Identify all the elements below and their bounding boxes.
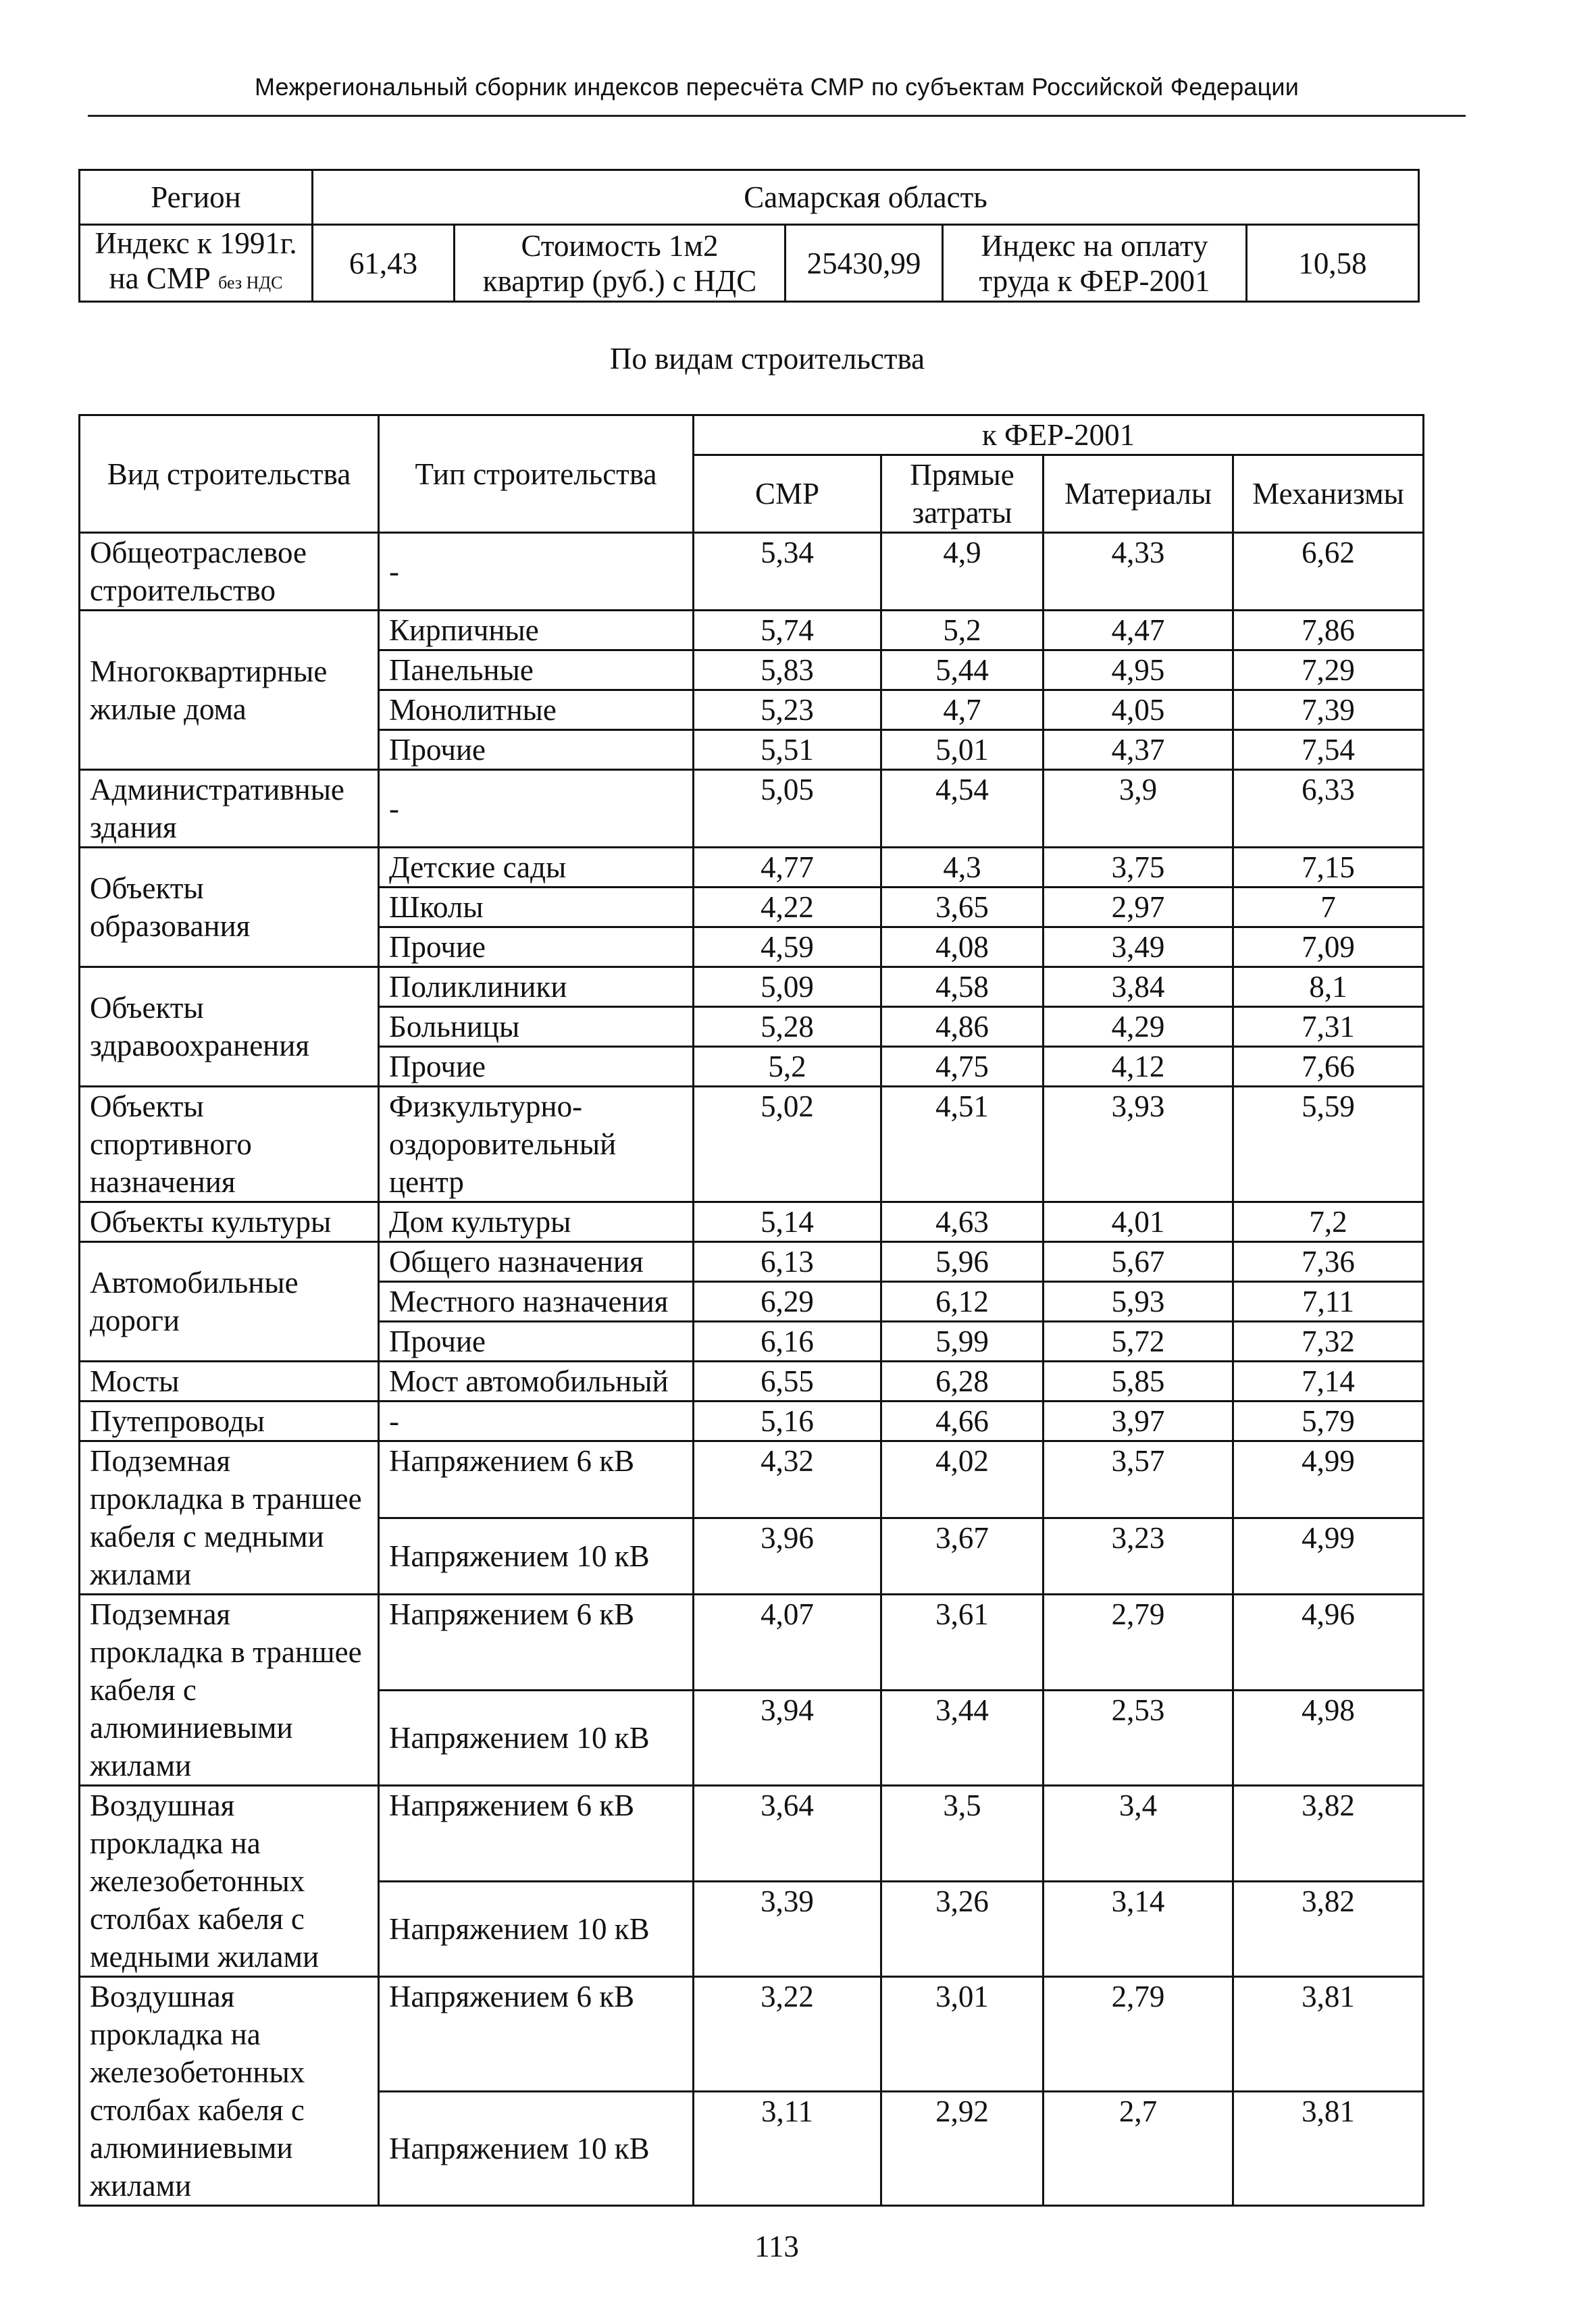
construction-kind: Общеотраслевое строительство <box>80 533 379 611</box>
materials-value: 3,57 <box>1044 1441 1233 1518</box>
index-label-line2 <box>84 261 307 301</box>
table-row <box>80 1087 1424 1202</box>
materials-value: 4,47 <box>1044 611 1233 650</box>
construction-type: Мост автомобильный <box>379 1362 694 1402</box>
smr-value: 3,22 <box>694 1977 881 2092</box>
smr-value: 3,96 <box>694 1518 881 1595</box>
direct-costs-value: 5,2 <box>881 611 1044 650</box>
construction-kind: Автомобильные дороги <box>80 1242 379 1362</box>
machines-value: 5,59 <box>1233 1087 1424 1202</box>
smr-value: 4,77 <box>694 848 881 888</box>
smr-value: 5,14 <box>694 1202 881 1242</box>
table-row <box>80 770 1424 848</box>
region-label: Регион <box>80 170 313 225</box>
machines-value: 4,98 <box>1233 1690 1424 1786</box>
smr-value: 3,64 <box>694 1786 881 1882</box>
machines-value: 7,36 <box>1233 1242 1424 1282</box>
direct-costs-value: 4,58 <box>881 967 1044 1007</box>
direct-costs-value: 3,5 <box>881 1786 1044 1882</box>
header-fer-group: к ФЕР-2001 <box>694 415 1424 455</box>
direct-costs-value: 4,08 <box>881 927 1044 967</box>
smr-value: 5,74 <box>694 611 881 650</box>
table-row <box>80 967 1424 1007</box>
smr-value: 3,39 <box>694 1881 881 1977</box>
materials-value: 2,97 <box>1044 888 1233 927</box>
construction-type: Напряжением 6 кВ <box>379 1595 694 1691</box>
labor-label-line1: Индекс на оплату <box>981 228 1208 263</box>
smr-value: 5,28 <box>694 1007 881 1047</box>
table-row <box>80 1441 1424 1518</box>
construction-type: Кирпичные <box>379 611 694 650</box>
machines-value: 4,99 <box>1233 1441 1424 1518</box>
construction-type: Прочие <box>379 927 694 967</box>
labor-label <box>943 225 1247 302</box>
materials-value: 4,33 <box>1044 533 1233 611</box>
smr-value: 5,05 <box>694 770 881 848</box>
smr-value: 6,29 <box>694 1282 881 1322</box>
materials-value: 4,01 <box>1044 1202 1233 1242</box>
smr-value: 5,51 <box>694 730 881 770</box>
direct-costs-value: 4,02 <box>881 1441 1044 1518</box>
machines-value: 3,81 <box>1233 2091 1424 2206</box>
smr-value: 5,2 <box>694 1047 881 1087</box>
smr-value: 6,55 <box>694 1362 881 1402</box>
construction-type: Напряжением 10 кВ <box>379 1881 694 1977</box>
machines-value: 7,31 <box>1233 1007 1424 1047</box>
smr-value: 5,23 <box>694 690 881 730</box>
direct-costs-value: 6,12 <box>881 1282 1044 1322</box>
table-row <box>80 848 1424 888</box>
region-table <box>78 169 1420 303</box>
machines-value: 7,39 <box>1233 690 1424 730</box>
construction-kind: Мосты <box>80 1362 379 1402</box>
header-direct-costs: Прямые затраты <box>881 455 1044 533</box>
direct-costs-value: 4,86 <box>881 1007 1044 1047</box>
machines-value: 7,66 <box>1233 1047 1424 1087</box>
index-value: 61,43 <box>313 225 455 302</box>
smr-value: 5,16 <box>694 1402 881 1441</box>
direct-costs-value: 3,61 <box>881 1595 1044 1691</box>
section-subtitle: По видам строительства <box>609 342 925 376</box>
machines-value: 7 <box>1233 888 1424 927</box>
materials-value: 2,79 <box>1044 1595 1233 1691</box>
machines-value: 3,82 <box>1233 1881 1424 1977</box>
materials-value: 4,05 <box>1044 690 1233 730</box>
materials-value: 4,12 <box>1044 1047 1233 1087</box>
materials-value: 4,37 <box>1044 730 1233 770</box>
smr-value: 6,13 <box>694 1242 881 1282</box>
construction-type: - <box>379 533 694 611</box>
cost-value: 25430,99 <box>786 225 943 302</box>
construction-type: - <box>379 770 694 848</box>
materials-value: 3,49 <box>1044 927 1233 967</box>
direct-costs-value: 4,66 <box>881 1402 1044 1441</box>
direct-costs-value: 5,96 <box>881 1242 1044 1282</box>
construction-type: Напряжением 6 кВ <box>379 1786 694 1882</box>
materials-value: 5,72 <box>1044 1322 1233 1362</box>
construction-type: Напряжением 10 кВ <box>379 2091 694 2206</box>
machines-value: 7,2 <box>1233 1202 1424 1242</box>
construction-kind: Подземная прокладка в траншее кабеля с медными жилами <box>80 1441 379 1595</box>
smr-value: 5,83 <box>694 650 881 690</box>
construction-kind: Объекты спортивного назначения <box>80 1087 379 1202</box>
construction-type: - <box>379 1402 694 1441</box>
direct-costs-value: 5,99 <box>881 1322 1044 1362</box>
header-kind: Вид строительства <box>80 415 379 533</box>
header-type: Тип строительства <box>379 415 694 533</box>
materials-value: 3,97 <box>1044 1402 1233 1441</box>
construction-kind: Объекты здравоохранения <box>80 967 379 1087</box>
header-rule <box>88 115 1466 117</box>
header-smr: СМР <box>694 455 881 533</box>
construction-type: Прочие <box>379 1322 694 1362</box>
construction-type: Монолитные <box>379 690 694 730</box>
smr-value: 4,07 <box>694 1595 881 1691</box>
materials-value: 4,29 <box>1044 1007 1233 1047</box>
construction-kind: Многоквартирные жилые дома <box>80 611 379 770</box>
table-row <box>80 1242 1424 1282</box>
smr-value: 5,34 <box>694 533 881 611</box>
labor-value: 10,58 <box>1247 225 1419 302</box>
direct-costs-value: 5,44 <box>881 650 1044 690</box>
materials-value: 2,7 <box>1044 2091 1233 2206</box>
direct-costs-value: 3,01 <box>881 1977 1044 2092</box>
smr-value: 5,02 <box>694 1087 881 1202</box>
construction-type: Панельные <box>379 650 694 690</box>
index-table <box>78 414 1424 2207</box>
header-materials: Материалы <box>1044 455 1233 533</box>
direct-costs-value: 4,9 <box>881 533 1044 611</box>
materials-value: 3,4 <box>1044 1786 1233 1882</box>
construction-type: Напряжением 6 кВ <box>379 1977 694 2092</box>
direct-costs-value: 6,28 <box>881 1362 1044 1402</box>
table-row <box>80 1595 1424 1691</box>
machines-value: 6,33 <box>1233 770 1424 848</box>
direct-costs-value: 4,75 <box>881 1047 1044 1087</box>
construction-kind: Воздушная прокладка на железобетонных столбах кабеля с медными жилами <box>80 1786 379 1977</box>
direct-costs-value: 4,63 <box>881 1202 1044 1242</box>
region-value: Самарская область <box>313 170 1419 225</box>
table-row <box>80 533 1424 611</box>
construction-type: Прочие <box>379 1047 694 1087</box>
machines-value: 7,29 <box>1233 650 1424 690</box>
materials-value: 3,93 <box>1044 1087 1233 1202</box>
machines-value: 6,62 <box>1233 533 1424 611</box>
direct-costs-value: 3,65 <box>881 888 1044 927</box>
page-header: Межрегиональный сборник индексов пересчёта СМР по субъектам Российской Федерации <box>254 73 1299 101</box>
machines-value: 3,81 <box>1233 1977 1424 2092</box>
smr-value: 5,09 <box>694 967 881 1007</box>
direct-costs-value: 4,51 <box>881 1087 1044 1202</box>
smr-value: 3,94 <box>694 1690 881 1786</box>
table-row <box>80 611 1424 650</box>
table-row <box>80 1202 1424 1242</box>
machines-value: 7,14 <box>1233 1362 1424 1402</box>
materials-value: 3,14 <box>1044 1881 1233 1977</box>
construction-kind: Объекты культуры <box>80 1202 379 1242</box>
index-label-line1: Индекс к 1991г. <box>95 226 297 260</box>
construction-type: Прочие <box>379 730 694 770</box>
smr-value: 6,16 <box>694 1322 881 1362</box>
machines-value: 5,79 <box>1233 1402 1424 1441</box>
machines-value: 7,09 <box>1233 927 1424 967</box>
materials-value: 2,53 <box>1044 1690 1233 1786</box>
machines-value: 4,99 <box>1233 1518 1424 1595</box>
materials-value: 5,93 <box>1044 1282 1233 1322</box>
direct-costs-value: 4,54 <box>881 770 1044 848</box>
cost-label-line1: Стоимость 1м2 <box>521 228 719 263</box>
header-machines: Механизмы <box>1233 455 1424 533</box>
direct-costs-value: 3,26 <box>881 1881 1044 1977</box>
machines-value: 3,82 <box>1233 1786 1424 1882</box>
construction-type: Физкультурно-оздоровительный центр <box>379 1087 694 1202</box>
direct-costs-value: 2,92 <box>881 2091 1044 2206</box>
construction-kind: Подземная прокладка в траншее кабеля с алюминиевыми жилами <box>80 1595 379 1786</box>
index-label-vat: без НДС <box>218 273 283 292</box>
direct-costs-value: 3,44 <box>881 1690 1044 1786</box>
direct-costs-value: 5,01 <box>881 730 1044 770</box>
table-body <box>80 533 1424 2206</box>
construction-type: Напряжением 10 кВ <box>379 1690 694 1786</box>
construction-type: Школы <box>379 888 694 927</box>
materials-value: 3,84 <box>1044 967 1233 1007</box>
machines-value: 7,86 <box>1233 611 1424 650</box>
construction-kind: Административные здания <box>80 770 379 848</box>
page-number: 113 <box>754 2230 799 2263</box>
direct-costs-value: 4,3 <box>881 848 1044 888</box>
construction-type: Дом культуры <box>379 1202 694 1242</box>
materials-value: 3,9 <box>1044 770 1233 848</box>
construction-kind: Объекты образования <box>80 848 379 967</box>
table-row <box>80 1977 1424 2092</box>
table-row <box>80 1362 1424 1402</box>
construction-type: Поликлиники <box>379 967 694 1007</box>
smr-value: 4,22 <box>694 888 881 927</box>
construction-kind: Воздушная прокладка на железобетонных столбах кабеля с алюминиевыми жилами <box>80 1977 379 2206</box>
materials-value: 5,85 <box>1044 1362 1233 1402</box>
direct-costs-value: 4,7 <box>881 690 1044 730</box>
machines-value: 7,11 <box>1233 1282 1424 1322</box>
machines-value: 7,32 <box>1233 1322 1424 1362</box>
machines-value: 8,1 <box>1233 967 1424 1007</box>
smr-value: 3,11 <box>694 2091 881 2206</box>
machines-value: 4,96 <box>1233 1595 1424 1691</box>
smr-value: 4,59 <box>694 927 881 967</box>
cost-label <box>455 225 786 302</box>
materials-value: 5,67 <box>1044 1242 1233 1282</box>
construction-type: Детские сады <box>379 848 694 888</box>
construction-type: Напряжением 10 кВ <box>379 1518 694 1595</box>
construction-type: Общего назначения <box>379 1242 694 1282</box>
materials-value: 4,95 <box>1044 650 1233 690</box>
cost-label-line2: квартир (руб.) с НДС <box>482 263 757 298</box>
construction-type: Больницы <box>379 1007 694 1047</box>
smr-value: 4,32 <box>694 1441 881 1518</box>
index-label <box>80 225 313 302</box>
table-row <box>80 1402 1424 1441</box>
index-label-smr: на СМР <box>109 261 211 295</box>
materials-value: 2,79 <box>1044 1977 1233 2092</box>
direct-costs-value: 3,67 <box>881 1518 1044 1595</box>
materials-value: 3,75 <box>1044 848 1233 888</box>
construction-kind: Путепроводы <box>80 1402 379 1441</box>
table-row <box>80 1786 1424 1882</box>
materials-value: 3,23 <box>1044 1518 1233 1595</box>
machines-value: 7,54 <box>1233 730 1424 770</box>
labor-label-line2: труда к ФЕР-2001 <box>979 263 1210 298</box>
machines-value: 7,15 <box>1233 848 1424 888</box>
construction-type: Напряжением 6 кВ <box>379 1441 694 1518</box>
construction-type: Местного назначения <box>379 1282 694 1322</box>
